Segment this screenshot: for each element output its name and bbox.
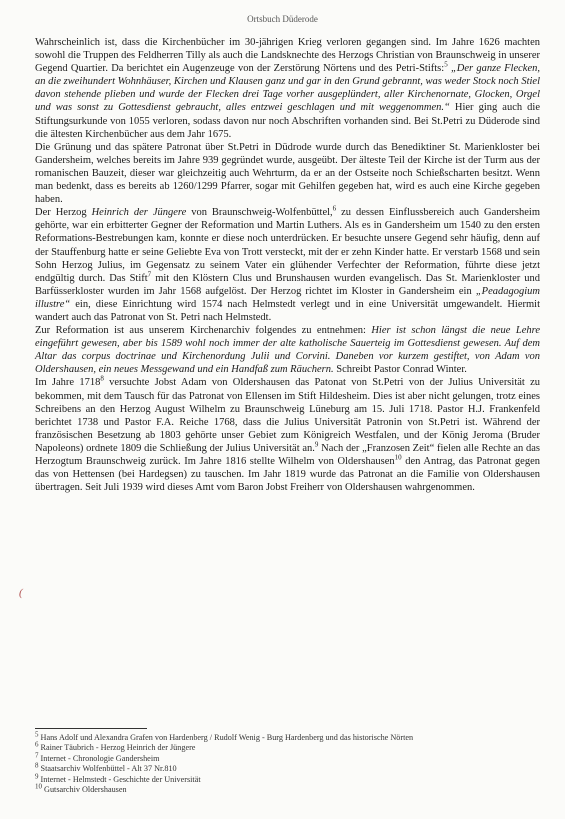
footnote bbox=[35, 740, 540, 753]
paragraph-5-text-b: versuchte Jobst Adam von Oldershausen das Patonat von St.Petri von der Julius Universität zu bekommen, mit dem Tausch für das Patronat von Ellensen im Stift Hildesheim. Dies ist aber nicht gelungen, trotz eines Schreibens an den Herzog August Wilhelm zu Braunschweig Lüneburg am 15. Juli 1718. Pastor H.J. Frankenfeld berichtet 1738 und Pastor F.A. Reiche 1768, dass die Julius Universität Patronin von St.Petri ist. Während der französischen Besetzung ab 1803 gehörte unser Gebiet zum Königreich Westfalen, und der König Jeroma (Bruder Napoleons) ordnete 1809 die Schließung der Julius Universität an. bbox=[35, 377, 540, 454]
footnote bbox=[35, 782, 540, 795]
footnote-number: 10 bbox=[35, 782, 42, 791]
footnote-ref-7: 7 bbox=[147, 270, 152, 279]
paragraph-3-text: Der Herzog bbox=[35, 207, 92, 219]
paragraph-3 bbox=[35, 206, 540, 324]
archive-quote: Hier ist schon längst die neue Lehre eingeführt gewesen, aber bis 1589 wohl noch immer der alte katholische Sauerteig im Gottesdienst gewesen. Auf dem Altar das corpus doctrinae und Kirchenordung Julii und Corvini. Daneben vor kurzem gestiftet, von Adam von Oldershausen, ein neues Messgewand und ein Handfaß zum Räuchern. bbox=[35, 325, 541, 376]
paragraph-3-text-c: zu dessen Einflussbereich auch Gandersheim gehörte, war ein erbitterter Gegner der Reformation und Martin Luthers. Als es in Gandersheim um 1540 zu den ersten Reformations-Bestrebungen kam, konnte er diese noch unterdrücken. Er besuchte unsere Gegend sehr häufig, denn auf der Stauffenburg hatte er seine Geliebte Eva von Trott versteckt, mit der er zehn Kinder hatte. Er verstarb 1568 und sein Sohn Herzog Julius, im Gegensatz zu seinem Vater ein glühender Verfechter der Reformation, führte diese jetzt endgültig durch. Das Stift bbox=[35, 207, 540, 284]
footnote-ref-6: 6 bbox=[332, 204, 337, 213]
footnote-ref-10: 10 bbox=[394, 453, 402, 462]
footnote-number: 8 bbox=[35, 761, 39, 770]
paedagogium-name: „Peadagogium illustre“ bbox=[35, 285, 540, 310]
footnote-text: Gutsarchiv Oldershausen bbox=[42, 785, 127, 795]
footnote-number: 9 bbox=[35, 771, 39, 780]
paragraph-4-tail: Schreibt Pastor Conrad Winter. bbox=[333, 364, 467, 376]
paragraph-4 bbox=[35, 324, 540, 376]
paragraph-5-text-d: den Antrag, das Patronat gegen das von Hettensen (bei Hardegsen) zu tauschen. Im Jahr 1819 wurde das Patronat an die Familie von Oldershausen übertragen. Seit Juli 1939 wird dieses Amt vom Baron Jobst Freiherr von Oldershausen wahrgenommen. bbox=[35, 456, 541, 494]
eyewitness-quote: „Der ganze Flecken, an die zweihundert Wohnhäuser, Kirchen und Klausen ganz und gar in den Grund gebrannt, was weder Stock noch Stiel davon stehende plieben und wurde der Flecken drei Tage vorher ausgeplündert, aller Kirchenornate, Glocken, Orgel und was sonst zu Gottesdienst gebraucht, alles entzwei geschlagen und mit weggenommen.“ bbox=[35, 63, 540, 114]
margin-mark: ( bbox=[19, 587, 23, 599]
paragraph-5 bbox=[35, 376, 540, 494]
footnote-text: Internet - Helmstedt - Geschichte der Universität bbox=[38, 774, 201, 784]
paragraph-2: Die Grünung und das spätere Patronat über St.Petri in Düdrode wurde durch das Benediktiner St. Marienkloster bei Gandersheim, welches bereits im Jahre 939 gegründet wurde, ausgeübt. Der älteste Teil der Kirche ist der Turm aus der romanischen Bauzeit, dieser war gleichzeitig auch Wehrturm, da er an der Ostseite noch Schießscharten besitzt. Wenn man bedenkt, dass es bereits ab 1260/1299 Pfarrer, sogar mit Gehilfen gegeben hat, wird es auch eine Kirche gegeben haben. bbox=[35, 141, 540, 206]
paragraph-1-text: Wahrscheinlich ist, dass die Kirchenbücher im 30-jährigen Krieg verloren gegangen sind. Im Jahre 1626 machten sowohl die Truppen des Feldherren Tilly als auch die Landsknechte des Herzogs Christian von Braunschweig in unserer Gegend Quartier. Da berichtet ein Augenzeuge von der Zerstörung Nörtens und des Petri-Stifts: bbox=[35, 37, 540, 75]
footnote-text: Hans Adolf und Alexandra Grafen von Hardenberg / Rudolf Wenig - Burg Hardenberg und das historische Nörten bbox=[38, 733, 414, 742]
footnote bbox=[35, 730, 540, 743]
page-header: Ortsbuch Düderode bbox=[247, 14, 318, 24]
footnote-text: Internet - Chronologie Gandersheim bbox=[38, 753, 160, 763]
paragraph-1 bbox=[35, 36, 540, 141]
footnote-number: 6 bbox=[35, 740, 39, 749]
footnote-ref-8: 8 bbox=[100, 374, 104, 383]
footnote-number: 7 bbox=[35, 751, 39, 760]
paragraph-3-text-e: ein, diese Einrichtung wird 1574 nach Helmstedt verlegt und in eine Universität umgewandelt. Hiermit wandert auch das Patronat von St. Petri nach Helmstedt. bbox=[35, 298, 540, 323]
footnote-ref-5: 5 bbox=[444, 60, 448, 69]
footnote-text: Staatsarchiv Wolfenbüttel - Alt 37 Nr.810 bbox=[38, 764, 177, 774]
footnote bbox=[35, 751, 540, 764]
footnote bbox=[35, 761, 540, 774]
paragraph-1-tail: Hier ging auch die Stiftungsurkunde von 1055 verloren, sodass davon nur noch Abschriften vorhanden sind. Bei St.Petri zu Düderode sind die ältesten Kirchenbücher aus dem Jahr 1675. bbox=[35, 102, 540, 140]
paragraph-5-text: Im Jahre 1718 bbox=[35, 377, 101, 389]
footnote-text: Rainer Täubrich - Herzog Heinrich der Jüngere bbox=[38, 743, 196, 753]
duke-name: Heinrich der Jüngere bbox=[91, 207, 187, 219]
footnote-ref-9: 9 bbox=[314, 440, 319, 449]
paragraph-3-text-b: von Braunschweig-Wolfenbüttel, bbox=[186, 207, 333, 219]
footnote-divider bbox=[35, 728, 147, 729]
footnote bbox=[35, 771, 540, 785]
footnotes bbox=[35, 730, 540, 795]
paragraph-4-text: Zur Reformation ist aus unserem Kirchenarchiv folgendes zu entnehmen: bbox=[35, 325, 372, 337]
paragraph-3-text-d: mit den Klöstern Clus und Brunshausen wurden evangelisch. Das St. Marienkloster und Barfüsserkloster wurden im Jahr 1568 aufgelöst. Der Herzog richtet im Kloster in Gandersheim ein bbox=[35, 272, 540, 297]
paragraph-5-text-c: Nach der „Franzosen Zeit“ fielen alle Rechte an das Herzogtum Braunschweig zurück. Im Jahre 1816 stellte Wilhelm von Oldershausen bbox=[35, 442, 540, 467]
footnote-number: 5 bbox=[35, 730, 39, 739]
main-text bbox=[35, 36, 540, 494]
